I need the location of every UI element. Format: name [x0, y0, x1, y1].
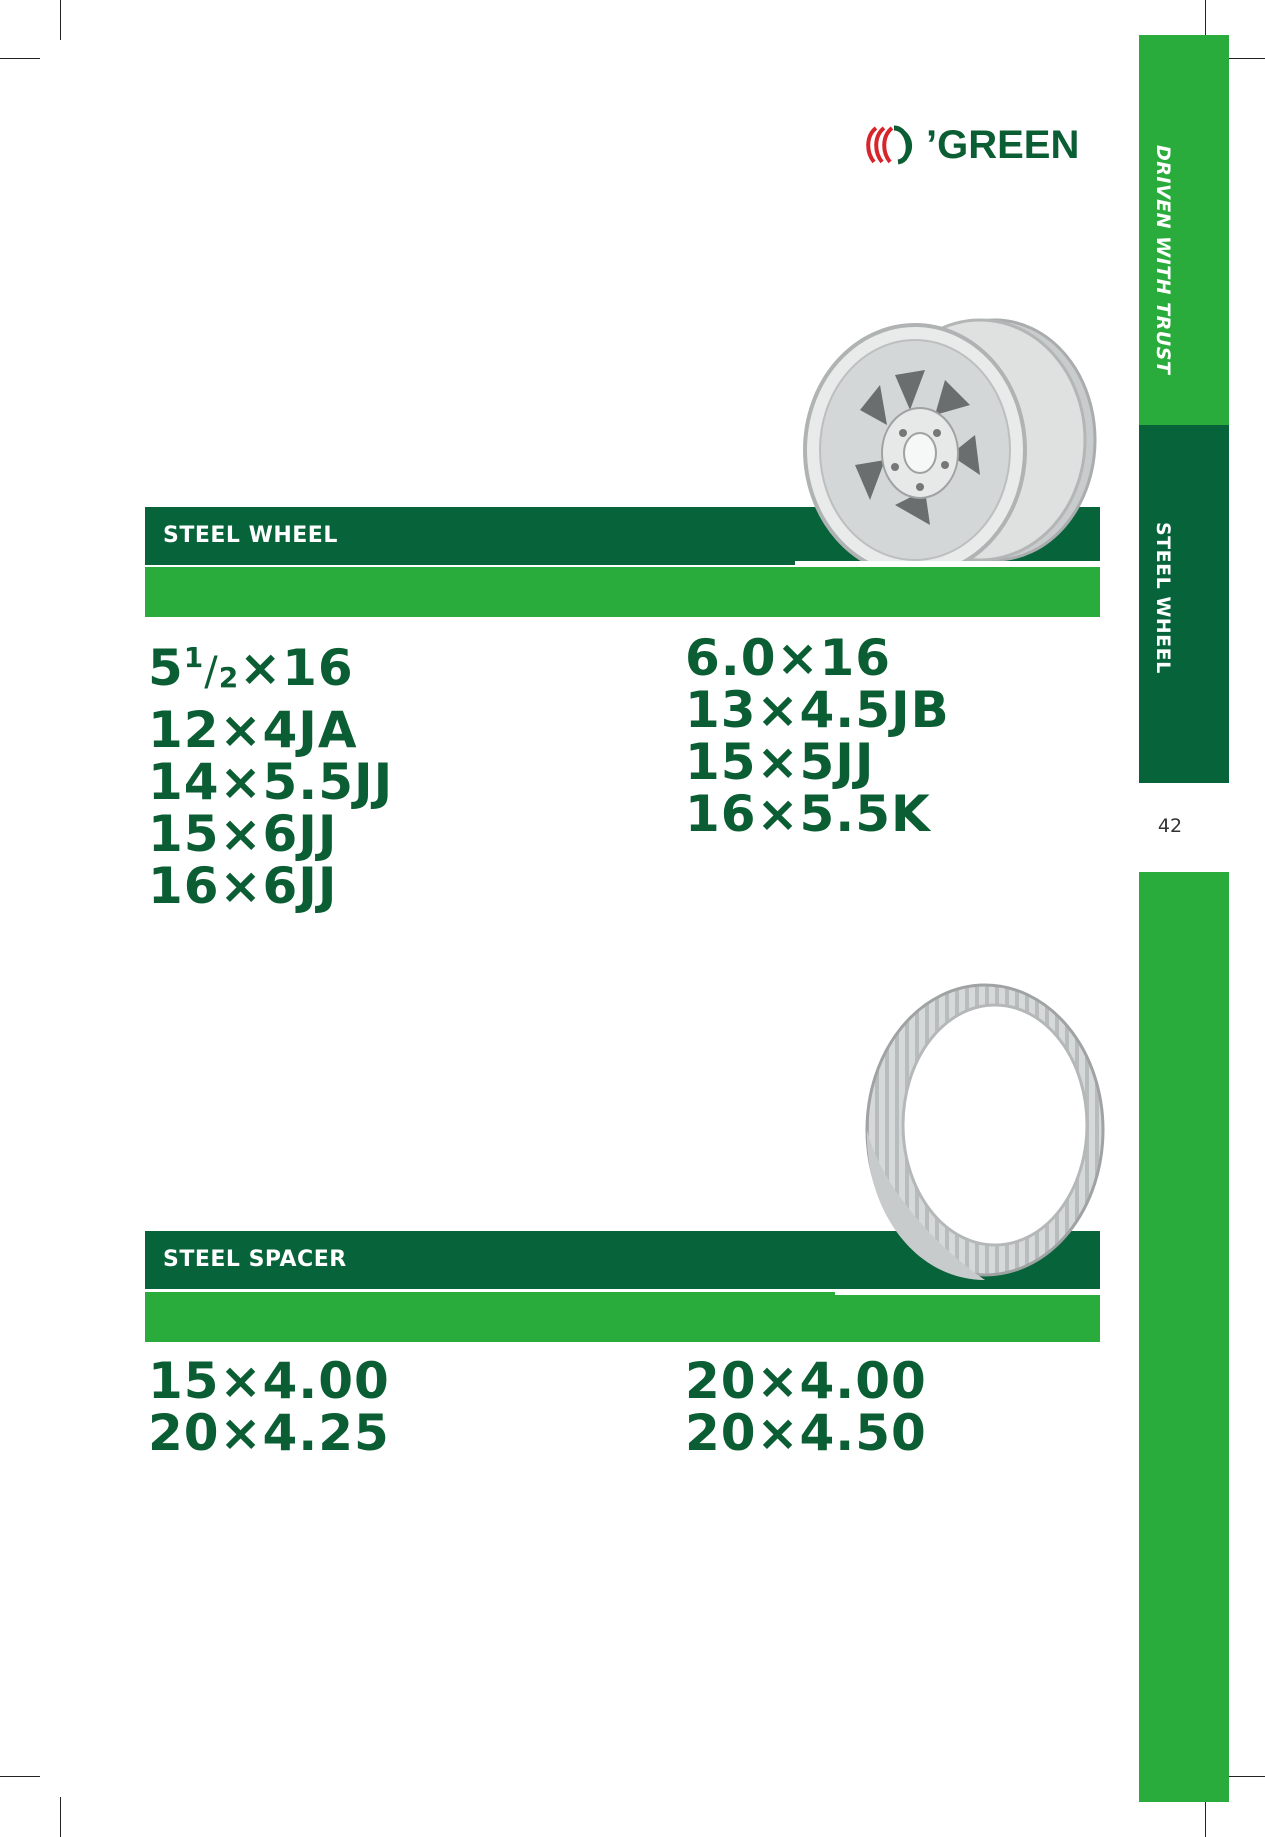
crop-mark: [1225, 1776, 1265, 1777]
sidebar-section-label: STEEL WHEEL: [1152, 522, 1174, 674]
crop-mark: [1205, 1797, 1206, 1837]
crop-mark: [0, 1776, 40, 1777]
steel-spacer-specs-left: [148, 1352, 390, 1462]
spec-item: 20×4.25: [148, 1404, 390, 1462]
sidebar-tagline: DRIVEN WITH TRUST: [1152, 145, 1174, 375]
section-accent-bar: [145, 1292, 1100, 1342]
spec-item: 15×5JJ: [685, 733, 875, 791]
spec-item: 13×4.5JB: [685, 681, 950, 739]
steel-wheel-specs-right: [685, 629, 950, 843]
spec-item: 20×4.50: [685, 1404, 927, 1462]
spec-item: 15×6JJ: [148, 805, 338, 863]
steel-spacer-specs-right: [685, 1352, 927, 1462]
spec-item: 20×4.00: [685, 1352, 927, 1410]
crop-mark: [60, 1797, 61, 1837]
steel-wheel-image: [795, 315, 1105, 565]
crop-mark: [1225, 58, 1265, 59]
spec-item: 16×6JJ: [148, 857, 338, 915]
spec-item: 6.0×16: [685, 629, 892, 687]
page-number: 42: [1157, 815, 1183, 837]
section-accent-bar: [145, 567, 1100, 617]
section-title-steel-spacer: STEEL SPACER: [163, 1247, 347, 1272]
steel-spacer-image: [835, 980, 1110, 1295]
section-title-steel-wheel: STEEL WHEEL: [163, 523, 338, 548]
spec-item: 14×5.5JJ: [148, 753, 394, 811]
spec-item: 12×4JA: [148, 701, 358, 759]
spec-item: 16×5.5K: [685, 785, 931, 843]
crop-mark: [0, 58, 40, 59]
sidebar-band-bottom: [1139, 872, 1229, 1802]
spec-item: 15×4.00: [148, 1352, 390, 1410]
steel-wheel-specs-left: [148, 632, 394, 915]
crop-mark: [60, 0, 61, 40]
spec-item-fraction: $5^1/_2\times 16$: [148, 639, 354, 697]
crop-mark: [1205, 0, 1206, 40]
brand-name: ’GREEN: [926, 122, 1080, 167]
brand-logo: [864, 120, 1079, 170]
tire-logo-icon: [864, 122, 920, 168]
